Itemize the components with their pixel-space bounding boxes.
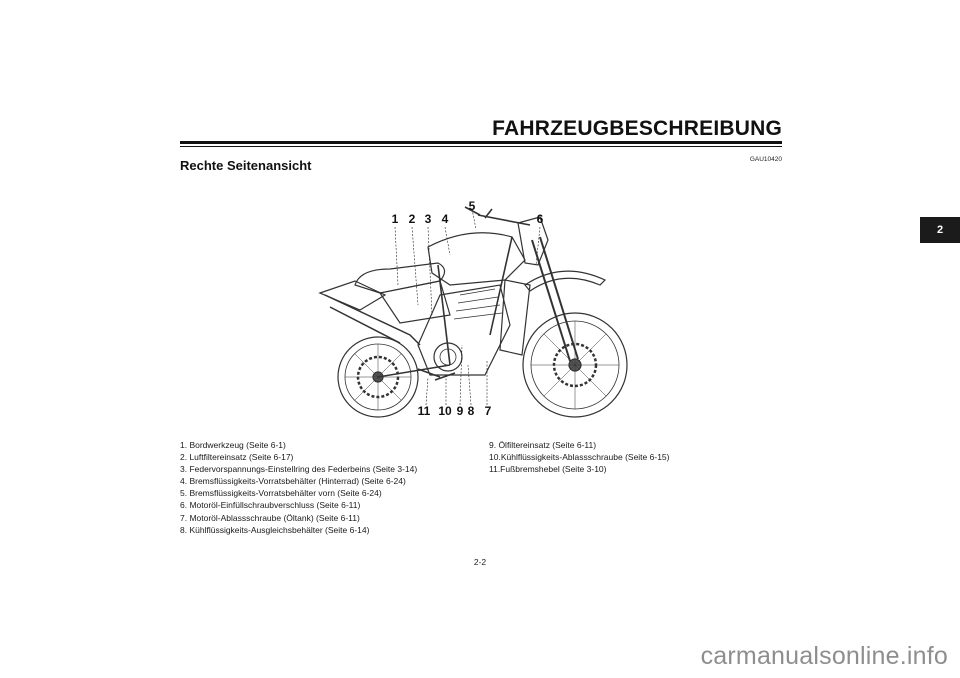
legend-item: 1. Bordwerkzeug (Seite 6-1) — [180, 440, 286, 450]
section-code: GAU10420 — [749, 156, 782, 163]
callout-9: 9 — [456, 404, 464, 418]
legend-right — [489, 439, 789, 475]
legend-item: 9. Ölfiltereinsatz (Seite 6-11) — [489, 440, 597, 450]
legend-left — [180, 439, 480, 536]
page-header-title: FAHRZEUGBESCHREIBUNG — [492, 117, 782, 140]
section-title: Rechte Seitenansicht — [180, 158, 312, 173]
header-rule-thin — [180, 146, 782, 147]
chapter-tab: 2 — [920, 217, 960, 243]
legend-item: 3. Federvorspannungs-Einstellring des Federbeins (Seite 3-14) — [180, 464, 418, 475]
callout-6: 6 — [536, 212, 544, 226]
callout-11: 11 — [417, 404, 431, 418]
callout-10: 10 — [438, 404, 452, 418]
callout-7: 7 — [484, 404, 492, 418]
legend-item: 7. Motoröl-Ablassschraube (Öltank) (Seite 6-11) — [180, 512, 360, 523]
callout-1: 1 — [391, 212, 399, 226]
legend-item: 4. Bremsflüssigkeits-Vorratsbehälter (Hinterrad) (Seite 6-24) — [180, 476, 406, 487]
legend-item: 6. Motoröl-Einfüllschraubverschluss (Seite 6-11) — [180, 500, 361, 511]
legend-item: 5. Bremsflüssigkeits-Vorratsbehälter vorn (Seite 6-24) — [180, 488, 382, 499]
header-rule-thick — [180, 141, 782, 144]
callout-8: 8 — [467, 404, 475, 418]
legend-item: 10.Kühlflüssigkeits-Ablassschraube (Seite 6-15) — [489, 452, 670, 463]
legend-item: 8. Kühlflüssigkeits-Ausgleichsbehälter (Seite 6-14) — [180, 524, 370, 535]
callout-4: 4 — [441, 212, 449, 226]
legend-item: 2. Luftfiltereinsatz (Seite 6-17) — [180, 452, 294, 463]
callout-5: 5 — [468, 199, 476, 213]
callout-3: 3 — [424, 212, 432, 226]
watermark: carmanualsonline.info — [700, 642, 948, 670]
page-number: 2-2 — [473, 557, 487, 567]
callout-2: 2 — [408, 212, 416, 226]
legend-item: 11.Fußbremshebel (Seite 3-10) — [489, 464, 607, 475]
motorcycle-illustration — [300, 185, 660, 435]
